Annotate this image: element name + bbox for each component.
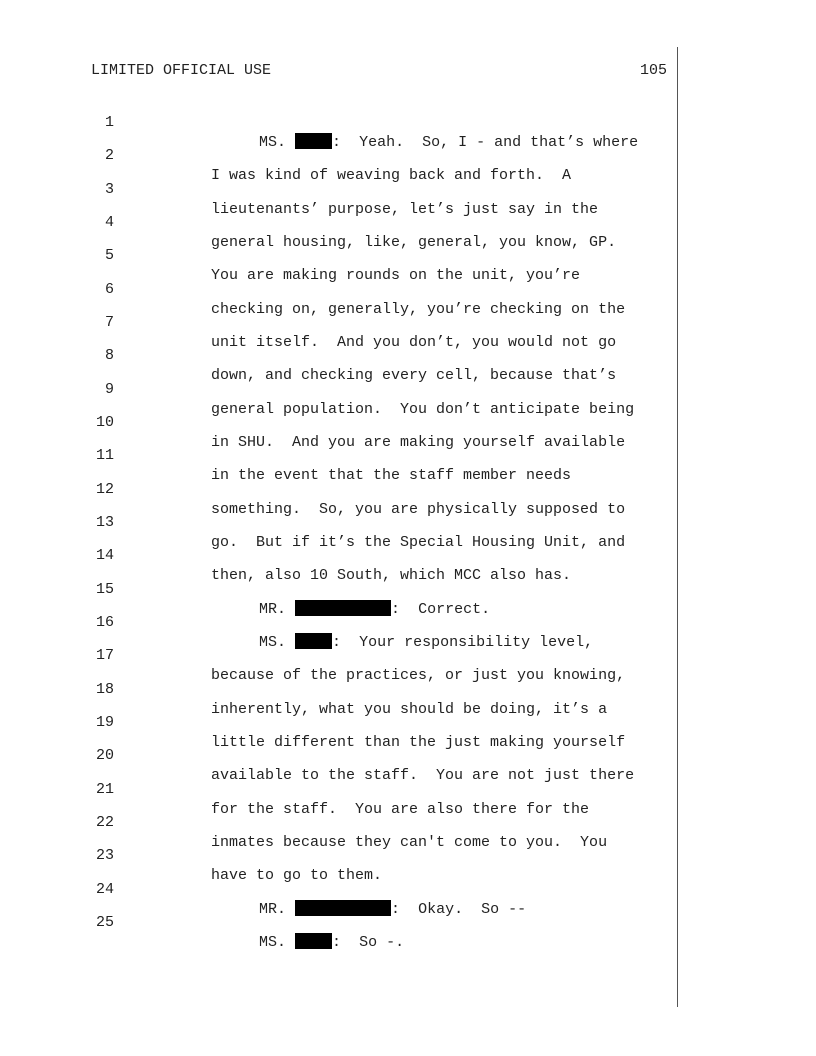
speaker-line — [259, 133, 638, 153]
line-number: 8 — [104, 347, 114, 364]
speaker-colon: : — [391, 601, 401, 618]
speaker-colon: : — [332, 134, 342, 151]
line-text: for the staff. You are also there for the — [211, 801, 590, 818]
transcript-line — [0, 826, 383, 884]
line-number: 16 — [95, 614, 114, 631]
line-text: Okay. So -- — [418, 901, 527, 918]
redaction-box — [295, 933, 332, 949]
redaction-box — [295, 900, 391, 916]
line-text: something. So, you are physically supposed to — [211, 501, 626, 518]
line-text: Correct. — [418, 601, 491, 618]
redaction-box — [295, 600, 391, 616]
line-number: 25 — [95, 914, 114, 931]
line-text: lieutenants’ purpose, let’s just say in the — [211, 201, 599, 218]
line-text: checking on, generally, you’re checking on the — [211, 301, 626, 318]
line-number: 2 — [104, 147, 114, 164]
redaction-box — [295, 133, 332, 149]
line-text: Yeah. So, I - and that’s where — [359, 134, 639, 151]
line-text: in SHU. And you are making yourself available — [211, 434, 626, 451]
line-text: inherently, what you should be doing, it’s a — [211, 701, 608, 718]
line-text: available to the staff. You are not just there — [211, 767, 635, 784]
line-text: because of the practices, or just you knowing, — [211, 667, 626, 684]
speaker-title: MR. — [259, 601, 287, 618]
line-text: down, and checking every cell, because that’s — [211, 367, 617, 384]
speaker-colon: : — [332, 634, 342, 651]
line-number: 9 — [104, 381, 114, 398]
line-number: 3 — [104, 181, 114, 198]
speaker-line — [259, 633, 593, 653]
line-number: 13 — [95, 514, 114, 531]
line-text: little different than the just making yourself — [211, 734, 626, 751]
line-number: 15 — [95, 581, 114, 598]
line-text: general population. You don’t anticipate being — [211, 401, 635, 418]
line-text: So -. — [359, 934, 405, 951]
line-number: 23 — [95, 847, 114, 864]
line-number: 7 — [104, 314, 114, 331]
line-number: 18 — [95, 681, 114, 698]
line-number: 19 — [95, 714, 114, 731]
speaker-title: MR. — [259, 901, 287, 918]
line-number: 21 — [95, 781, 114, 798]
transcript-line — [0, 93, 639, 151]
line-number: 14 — [95, 547, 114, 564]
speaker-line — [259, 600, 490, 620]
page-number: 105 — [639, 62, 667, 79]
line-number: 5 — [104, 247, 114, 264]
line-text: general housing, like, general, you know, GP. — [211, 234, 617, 251]
right-margin-rule — [677, 47, 678, 1007]
line-text: unit itself. And you don’t, you would not go — [211, 334, 617, 351]
line-text: Your responsibility level, — [359, 634, 594, 651]
line-text: in the event that the staff member needs — [211, 467, 572, 484]
line-text: go. But if it’s the Special Housing Unit, and — [211, 534, 626, 551]
line-number: 24 — [95, 881, 114, 898]
line-number: 4 — [104, 214, 114, 231]
line-number: 17 — [95, 647, 114, 664]
line-text: inmates because they can't come to you. You — [211, 834, 608, 851]
line-text: You are making rounds on the unit, you’re — [211, 267, 581, 284]
line-number: 1 — [104, 114, 114, 131]
speaker-title: MS. — [259, 134, 287, 151]
speaker-colon: : — [391, 901, 401, 918]
line-text: then, also 10 South, which MCC also has. — [211, 567, 572, 584]
speaker-line — [259, 900, 526, 920]
classification-header: LIMITED OFFICIAL USE — [91, 62, 272, 79]
speaker-title: MS. — [259, 634, 287, 651]
line-number: 6 — [104, 281, 114, 298]
line-number: 20 — [95, 747, 114, 764]
line-number: 12 — [95, 481, 114, 498]
redaction-box — [295, 633, 332, 649]
line-number: 22 — [95, 814, 114, 831]
speaker-line — [259, 933, 404, 953]
line-text: I was kind of weaving back and forth. A — [211, 167, 572, 184]
speaker-title: MS. — [259, 934, 287, 951]
line-text: have to go to them. — [211, 867, 383, 884]
speaker-colon: : — [332, 934, 342, 951]
line-number: 11 — [95, 447, 114, 464]
line-number: 10 — [95, 414, 114, 431]
